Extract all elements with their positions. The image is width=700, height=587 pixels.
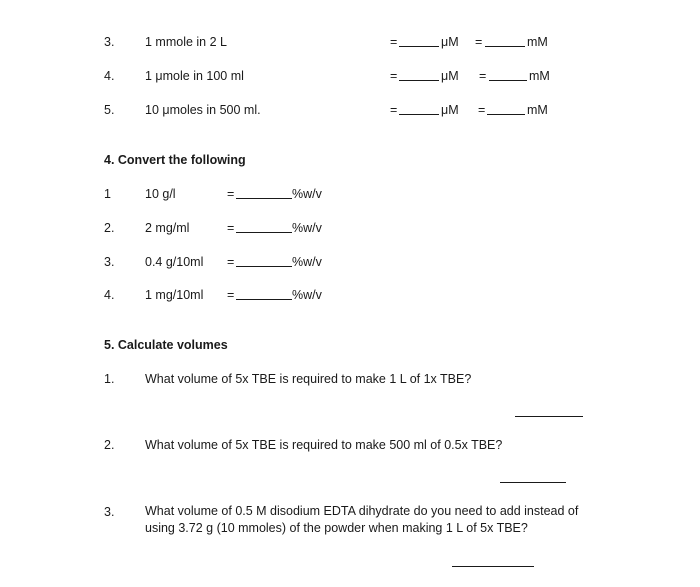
unit-label-um: μM <box>441 69 459 83</box>
equals-sign: = <box>478 103 486 117</box>
row-number: 3. <box>104 35 115 49</box>
row-text: 1 μmole in 100 ml <box>145 69 244 83</box>
row-number: 3. <box>104 255 115 269</box>
question-number: 3. <box>104 505 115 519</box>
row-text: 10 g/l <box>145 187 176 201</box>
section-heading-convert: 4. Convert the following <box>104 153 246 167</box>
section-heading-calculate: 5. Calculate volumes <box>104 338 228 352</box>
question-text: What volume of 5x TBE is required to make 1 L of 1x TBE? <box>145 372 472 386</box>
equals-sign: = <box>390 35 398 49</box>
answer-blank[interactable] <box>452 566 534 567</box>
row-text: 2 mg/ml <box>145 221 190 235</box>
unit-label-mm: mM <box>527 103 548 117</box>
answer-blank-wv[interactable] <box>236 299 292 300</box>
row-text: 1 mg/10ml <box>145 288 204 302</box>
answer-blank-wv[interactable] <box>236 266 292 267</box>
unit-label-mm: mM <box>527 35 548 49</box>
equals-sign: = <box>227 255 235 269</box>
answer-blank-wv[interactable] <box>236 198 292 199</box>
equals-sign: = <box>479 69 487 83</box>
row-number: 4. <box>104 69 115 83</box>
row-text: 10 μmoles in 500 ml. <box>145 103 261 117</box>
equals-sign: = <box>475 35 483 49</box>
unit-label-wv: %w/v <box>292 187 322 201</box>
row-text: 1 mmole in 2 L <box>145 35 227 49</box>
equals-sign: = <box>227 187 235 201</box>
question-number: 2. <box>104 438 115 452</box>
equals-sign: = <box>390 103 398 117</box>
unit-label-mm: mM <box>529 69 550 83</box>
answer-blank-wv[interactable] <box>236 232 292 233</box>
question-text: What volume of 5x TBE is required to make 500 ml of 0.5x TBE? <box>145 438 503 452</box>
equals-sign: = <box>390 69 398 83</box>
row-number: 2. <box>104 221 115 235</box>
row-number: 5. <box>104 103 115 117</box>
row-number: 4. <box>104 288 115 302</box>
unit-label-um: μM <box>441 103 459 117</box>
unit-label-wv: %w/v <box>292 255 322 269</box>
answer-blank[interactable] <box>515 416 583 417</box>
unit-label-wv: %w/v <box>292 221 322 235</box>
equals-sign: = <box>227 288 235 302</box>
row-number: 1 <box>104 187 111 201</box>
answer-blank-mm[interactable] <box>487 114 525 115</box>
question-text: What volume of 0.5 M disodium EDTA dihydrate do you need to add instead of using 3.72 g (10 mmoles) of the powder when making 1 L of 5x TBE? <box>145 504 579 535</box>
answer-blank[interactable] <box>500 482 566 483</box>
answer-blank-um[interactable] <box>399 80 439 81</box>
answer-blank-um[interactable] <box>399 46 439 47</box>
unit-label-wv: %w/v <box>292 288 322 302</box>
answer-blank-mm[interactable] <box>489 80 527 81</box>
answer-blank-um[interactable] <box>399 114 439 115</box>
equals-sign: = <box>227 221 235 235</box>
answer-blank-mm[interactable] <box>485 46 525 47</box>
row-text: 0.4 g/10ml <box>145 255 204 269</box>
unit-label-um: μM <box>441 35 459 49</box>
question-number: 1. <box>104 372 115 386</box>
